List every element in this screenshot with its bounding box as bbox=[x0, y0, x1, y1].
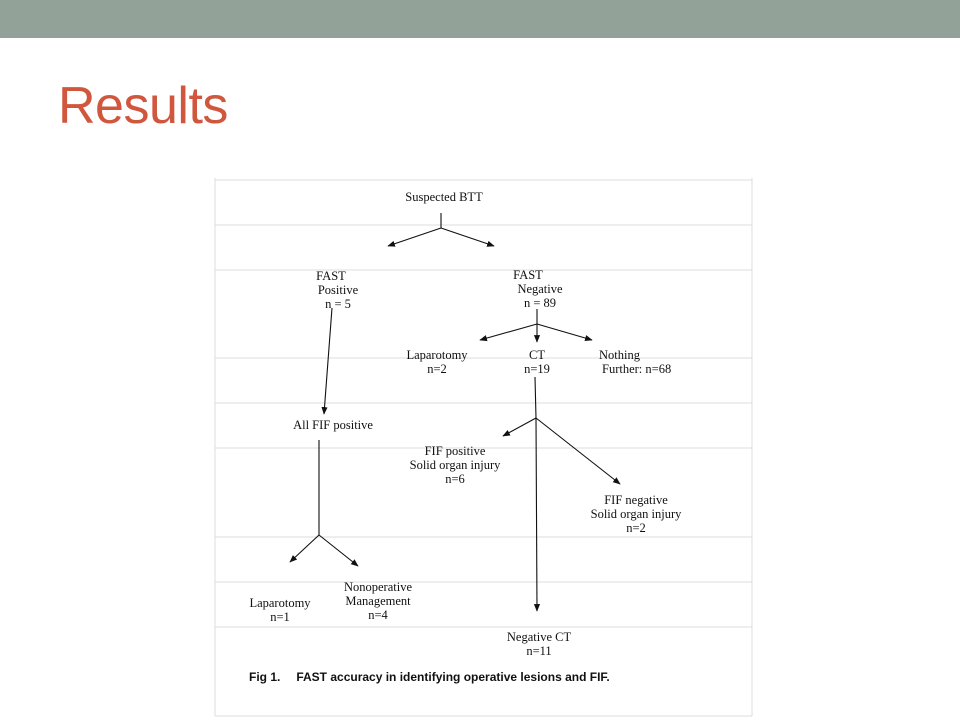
node-ct bbox=[512, 348, 562, 376]
node-negative-ct bbox=[494, 630, 584, 658]
node-label: Laparotomy bbox=[249, 596, 311, 610]
node-suspected-btt bbox=[389, 190, 499, 204]
node-count: n=2 bbox=[427, 362, 447, 376]
node-count: n = 5 bbox=[325, 297, 351, 311]
node-count: n=4 bbox=[368, 608, 388, 622]
arrow-to-nothing-further bbox=[537, 324, 592, 340]
connector-ct-stem bbox=[535, 377, 536, 418]
node-fif-negative bbox=[576, 493, 696, 535]
figure-caption-label: Fig 1. bbox=[249, 670, 281, 684]
node-label: FIF positive bbox=[424, 444, 486, 458]
figure-caption-text: FAST accuracy in identifying operative lesions and FIF. bbox=[296, 670, 610, 684]
node-nothing-further bbox=[596, 348, 696, 376]
node-label: Positive bbox=[317, 283, 359, 297]
arrow-to-fast-negative bbox=[441, 228, 494, 246]
node-fif-positive bbox=[400, 444, 510, 486]
arrow-to-fast-positive bbox=[388, 228, 441, 246]
node-label: FAST bbox=[316, 269, 346, 283]
node-label: Suspected BTT bbox=[405, 190, 483, 204]
arrow-to-all-fif-positive bbox=[324, 308, 332, 414]
slide-title: Results bbox=[58, 77, 228, 135]
node-count: n=1 bbox=[270, 610, 290, 624]
node-count: n = 89 bbox=[523, 296, 557, 310]
node-count: n=6 bbox=[445, 472, 465, 486]
node-label: FAST bbox=[513, 268, 543, 282]
node-label: Solid organ injury bbox=[590, 507, 682, 521]
node-label: CT bbox=[529, 348, 545, 362]
node-label: Negative bbox=[517, 282, 563, 296]
arrow-to-laparotomy-n1 bbox=[290, 535, 319, 562]
node-label: FIF negative bbox=[604, 493, 668, 507]
node-count: n=19 bbox=[524, 362, 550, 376]
node-laparotomy-n2 bbox=[394, 348, 480, 376]
node-label: Nothing bbox=[599, 348, 640, 362]
node-fast-negative bbox=[497, 268, 583, 310]
node-label: Management bbox=[345, 594, 411, 608]
node-all-fif-positive bbox=[278, 418, 388, 432]
figure-caption bbox=[249, 670, 610, 684]
node-label: Negative CT bbox=[506, 630, 572, 644]
arrow-to-nonoperative bbox=[319, 535, 358, 566]
node-nonoperative-management bbox=[330, 580, 426, 622]
node-count: n=2 bbox=[626, 521, 646, 535]
node-fast-positive bbox=[298, 269, 378, 311]
node-laparotomy-n1 bbox=[240, 596, 320, 624]
arrow-to-laparotomy-n2 bbox=[480, 324, 537, 340]
node-label: Nonoperative bbox=[343, 580, 413, 594]
node-label: All FIF positive bbox=[293, 418, 373, 432]
node-label: Solid organ injury bbox=[409, 458, 501, 472]
arrow-to-fif-negative bbox=[536, 418, 620, 484]
node-count: Further: n=68 bbox=[602, 362, 672, 376]
arrow-to-fif-positive bbox=[503, 418, 536, 436]
node-label: Laparotomy bbox=[406, 348, 468, 362]
node-count: n=11 bbox=[526, 644, 552, 658]
